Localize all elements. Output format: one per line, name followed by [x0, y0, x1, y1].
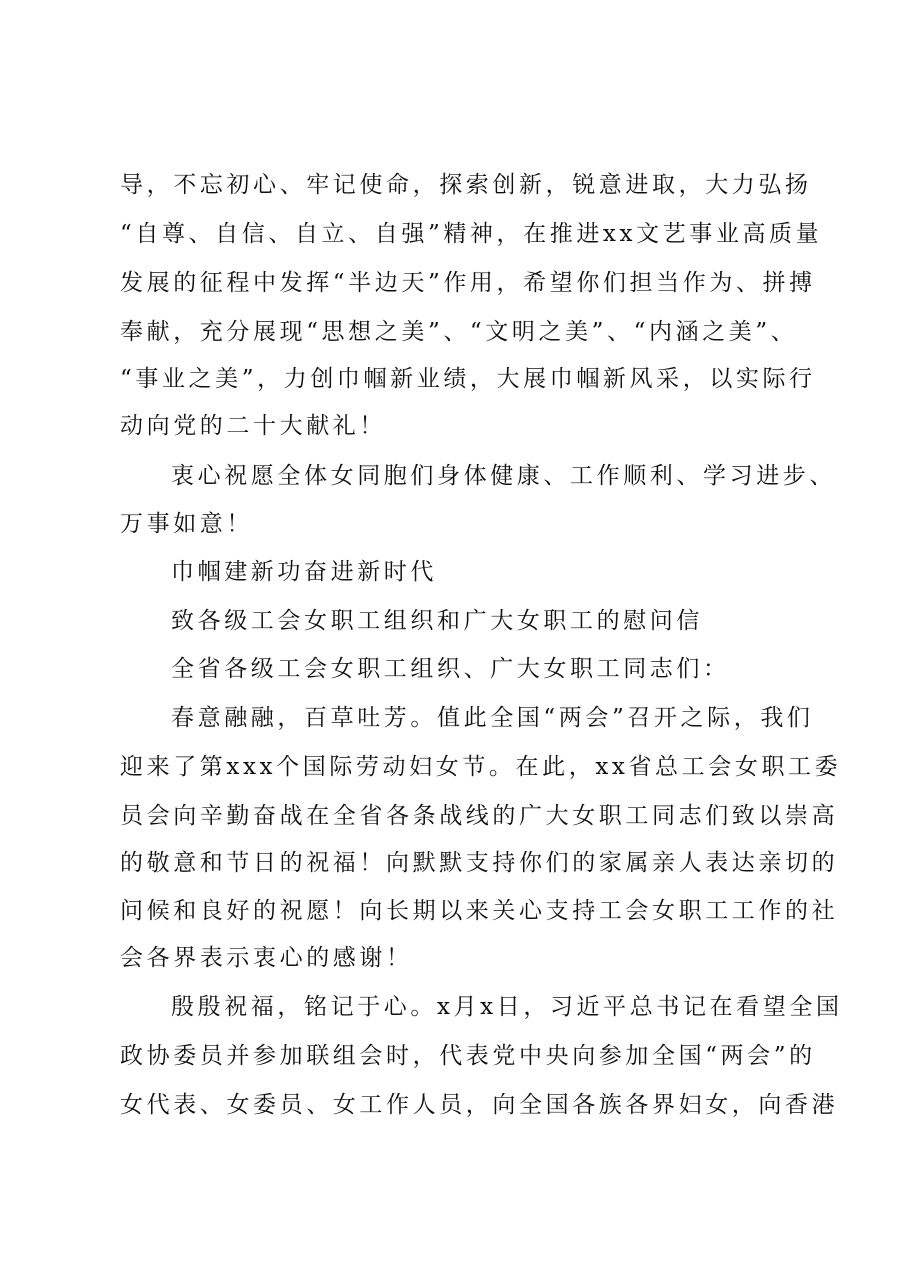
section-title: 巾帼建新功奋进新时代	[171, 559, 437, 585]
text-line: “事业之美”，力创巾帼新业绩，大展巾帼新风采，以实际行	[120, 366, 816, 392]
text-line: 春意融融，百草吐芳。值此全国“两会”召开之际，我们	[171, 705, 814, 731]
text-line: “自尊、自信、自立、自强”精神，在推进xx文艺事业高质量	[120, 221, 823, 247]
salutation: 全省各级工会女职工组织、广大女职工同志们：	[171, 656, 730, 682]
text-line: 发展的征程中发挥“半边天”作用，希望你们担当作为、拼搏	[120, 270, 816, 296]
text-line: 殷殷祝福，铭记于心。x月x日，习近平总书记在看望全国	[171, 994, 843, 1020]
text-line: 衷心祝愿全体女同胞们身体健康、工作顺利、学习进步、	[171, 463, 836, 489]
text-line: 的敬意和节日的祝福！向默默支持你们的家属亲人表达亲切的	[120, 850, 839, 876]
text-line: 会各界表示衷心的感谢！	[120, 945, 413, 971]
text-line: 政协委员并参加联组会时，代表党中央向参加全国“两会”的	[120, 1043, 816, 1069]
letter-title: 致各级工会女职工组织和广大女职工的慰问信	[171, 608, 703, 634]
text-line: 奉献，充分展现“思想之美”、“文明之美”、“内涵之美”、	[120, 319, 798, 345]
text-line: 女代表、女委员、女工作人员，向全国各族各界妇女，向香港	[120, 1092, 839, 1118]
text-line: 员会向辛勤奋战在全省各条战线的广大女职工同志们致以崇高	[120, 803, 839, 829]
text-line: 问候和良好的祝愿！向长期以来关心支持工会女职工工作的社	[120, 898, 839, 924]
text-line: 动向党的二十大献礼！	[120, 413, 386, 439]
text-line: 迎来了第xxx个国际劳动妇女节。在此，xx省总工会女职工委	[120, 754, 842, 780]
text-line: 万事如意！	[120, 511, 253, 537]
text-line: 导，不忘初心、牢记使命，探索创新，锐意进取，大力弘扬	[120, 172, 812, 198]
